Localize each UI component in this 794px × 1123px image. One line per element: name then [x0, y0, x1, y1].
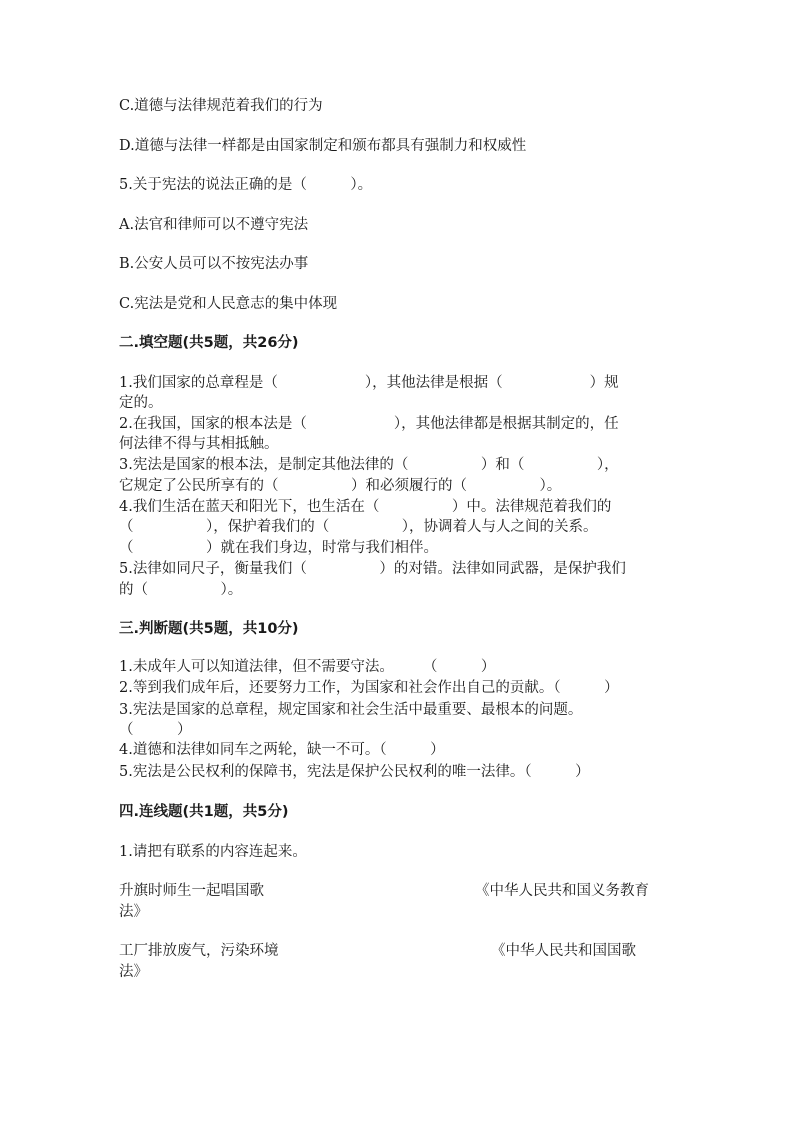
option-4c: C.道德与法律规范着我们的行为: [119, 98, 323, 114]
judge-line-4: （ ）: [119, 722, 192, 738]
fill-line-4: 何法律不得与其相抵触。: [119, 436, 279, 452]
section-2-title: 二.填空题(共5题，共26分): [119, 335, 299, 351]
match-right-1: 《中华人民共和国义务教育: [475, 883, 649, 899]
fill-line-8: （ ），保护着我们的（ ），协调着人与人之间的关系。: [119, 519, 598, 535]
fill-line-7: 4.我们生活在蓝天和阳光下，也生活在（ ）中。法律规范着我们的: [119, 499, 612, 515]
option-5a: A.法官和律师可以不遵守宪法: [119, 217, 309, 233]
fill-line-1: 1.我们国家的总章程是（ ），其他法律是根据（ ）规: [119, 375, 619, 391]
fill-line-11: 的（ ）。: [119, 582, 243, 598]
matching-question-1: 1.请把有联系的内容连起来。: [119, 844, 307, 860]
section-4-title: 四.连线题(共1题，共5分): [119, 804, 289, 820]
judge-line-3: 3.宪法是国家的总章程，规定国家和社会生活中最重要、最根本的问题。: [119, 702, 583, 718]
option-5b: B.公安人员可以不按宪法办事: [119, 256, 309, 272]
fill-line-10: 5.法律如同尺子，衡量我们（ ）的对错。法律如同武器，是保护我们: [119, 561, 626, 577]
match-right-2-wrap: 法》: [119, 964, 148, 980]
question-5-stem: 5.关于宪法的说法正确的是（ ）。: [119, 177, 373, 193]
fill-line-3: 2.在我国，国家的根本法是（ ），其他法律都是根据其制定的，任: [119, 416, 619, 432]
option-4d: D.道德与法律一样都是由国家制定和颁布都具有强制力和权威性: [119, 138, 527, 154]
judge-line-6: 5.宪法是公民权利的保障书，宪法是保护公民权利的唯一法律。（ ）: [119, 764, 590, 780]
match-right-2: 《中华人民共和国国歌: [491, 943, 636, 959]
judge-line-5: 4.道德和法律如同车之两轮，缺一不可。（ ）: [119, 742, 445, 758]
judge-line-2: 2.等到我们成年后，还要努力工作，为国家和社会作出自己的贡献。（ ）: [119, 680, 619, 696]
fill-line-5: 3.宪法是国家的根本法，是制定其他法律的（ ）和（ ），: [119, 457, 619, 473]
match-right-1-wrap: 法》: [119, 904, 148, 920]
fill-line-2: 定的。: [119, 395, 163, 411]
option-5c: C.宪法是党和人民意志的集中体现: [119, 296, 338, 312]
match-left-1: 升旗时师生一起唱国歌: [119, 883, 264, 899]
match-left-2: 工厂排放废气，污染环境: [119, 943, 279, 959]
section-3-title: 三.判断题(共5题，共10分): [119, 621, 299, 637]
fill-line-9: （ ）就在我们身边，时常与我们相伴。: [119, 540, 438, 556]
fill-line-6: 它规定了公民所享有的（ ）和必须履行的（ ）。: [119, 478, 562, 494]
judge-line-1: 1.未成年人可以知道法律，但不需要守法。 （ ）: [119, 659, 496, 675]
